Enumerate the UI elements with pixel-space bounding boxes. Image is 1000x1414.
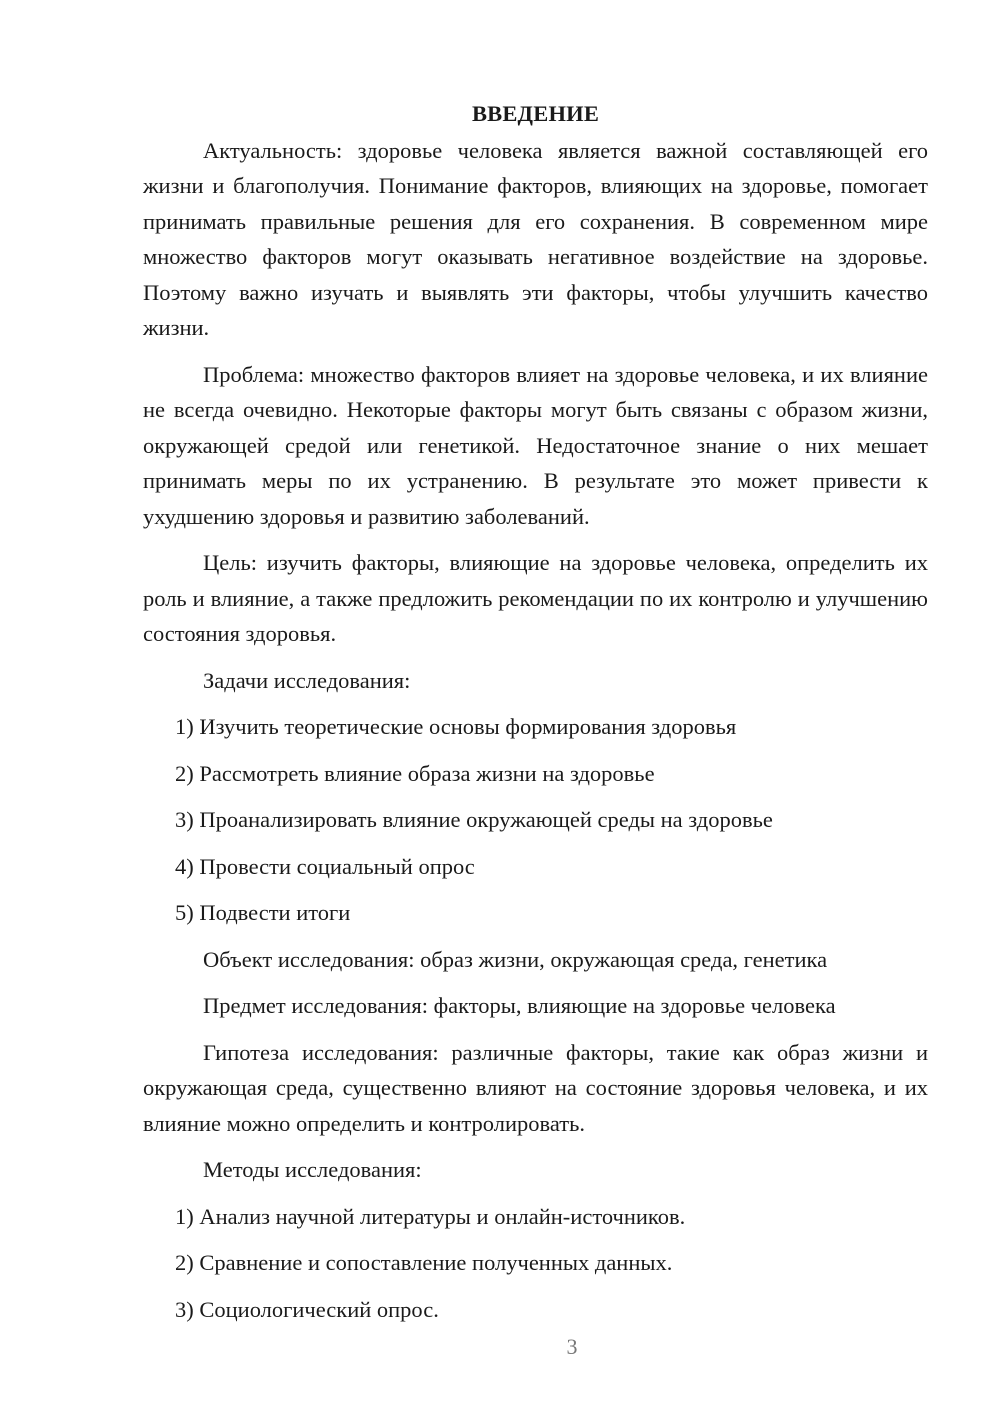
- subject-paragraph: Предмет исследования: факторы, влияющие на здоровье человека: [203, 993, 836, 1018]
- object-paragraph: Объект исследования: образ жизни, окружающая среда, генетика: [203, 946, 828, 972]
- tasks-title: Задачи исследования:: [203, 667, 411, 693]
- task-item: 3) Проанализировать влияние окружающей среды на здоровье: [175, 807, 773, 832]
- task-item: 1) Изучить теоретические основы формирования здоровья: [175, 714, 737, 739]
- hypothesis-paragraph: Гипотеза исследования: различные факторы, такие как образ жизни и окружающая среда, существенно влияют на состояние здоровья человека, и их влияние можно определить и контролировать.: [143, 1039, 928, 1136]
- methods-title: Методы исследования:: [203, 1157, 422, 1182]
- goal-paragraph: Цель: изучить факторы, влияющие на здоровье человека, определить их роль и влияние, а также предложить рекомендации по их контролю и улучшению состояния здоровья.: [143, 550, 928, 646]
- page-number: 3: [566, 1334, 578, 1359]
- page-content: [143, 96, 928, 1338]
- page-heading: ВВЕДЕНИЕ: [471, 101, 600, 126]
- task-item: 5) Подвести итоги: [175, 900, 351, 925]
- task-item: 2) Рассмотреть влияние образа жизни на здоровье: [175, 760, 655, 786]
- relevance-paragraph: Актуальность: здоровье человека является важной составляющей его жизни и благополучия. Понимание факторов, влияющих на здоровье, помогает принимать правильные решения для его сохранения. В современном мире множество факторов могут оказывать негативное воздействие на здоровье. Поэтому важно изучать и выявлять эти факторы, чтобы улучшить качество жизни.: [143, 137, 928, 340]
- method-item: 2) Сравнение и сопоставление полученных данных.: [175, 1250, 673, 1275]
- task-item: 4) Провести социальный опрос: [175, 853, 475, 879]
- method-item: 1) Анализ научной литературы и онлайн-источников.: [175, 1203, 686, 1229]
- problem-paragraph: Проблема: множество факторов влияет на здоровье человека, и их влияние не всегда очевидно. Некоторые факторы могут быть связаны с образом жизни, окружающей средой или генетикой. Недостаточное знание о них мешает принимать меры по их устранению. В результате это может привести к ухудшению здоровья и развитию заболеваний.: [143, 361, 928, 529]
- method-item: 3) Социологический опрос.: [175, 1296, 439, 1322]
